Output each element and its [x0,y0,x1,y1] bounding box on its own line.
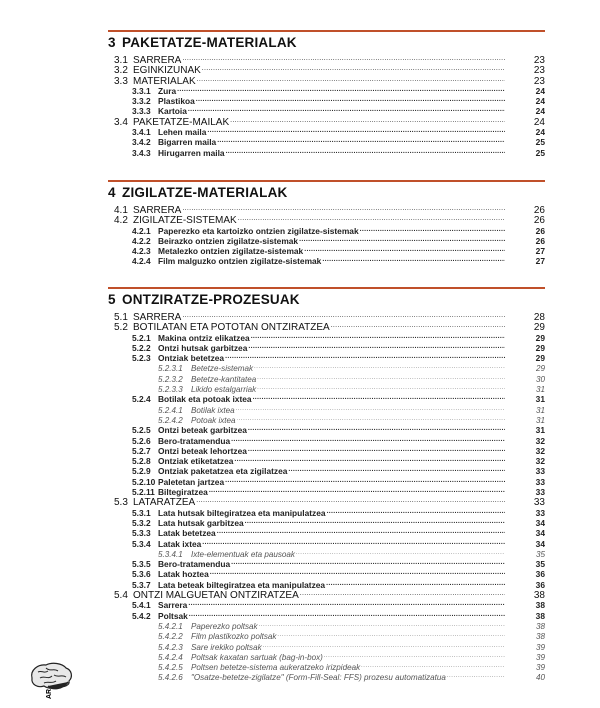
dot-leader [196,495,505,505]
toc-entry[interactable] [108,53,545,66]
toc-entry-title: Ontziak paketatzea eta zigilatzea [158,466,288,477]
toc-entry-number: 5.2.8 [132,456,151,467]
toc-entry-page: 38 [533,590,545,602]
dot-leader [300,588,505,598]
toc-entry-page: 33 [535,466,545,477]
toc-entry-page: 38 [535,632,545,642]
toc-entry[interactable] [108,104,545,117]
toc-entry-number: 5.4.2.1 [158,621,183,631]
toc-entry-page: 24 [535,96,545,107]
toc-entry[interactable] [108,516,545,526]
dot-leader [196,94,505,104]
toc-entry-title: Likido estalgarriak [191,385,257,395]
toc-entry-page: 36 [535,579,545,590]
toc-entry-page: 23 [533,75,545,87]
toc-entry[interactable] [108,310,545,323]
toc-entry-title: Poltsen betetze-sistema aukeratzeko irizpideak [191,663,361,673]
toc-entry-title: Sarrera [158,600,188,611]
toc-entry-title: Latak betetzea [158,528,216,539]
toc-entry[interactable] [108,619,545,629]
toc-entry[interactable] [108,670,545,683]
toc-entry-number: 5.4.2.2 [158,632,183,642]
toc-entry-number: 5.3.6 [132,569,151,580]
toc-entry-title: Latak hoztea [158,569,209,580]
toc-entry-page: 34 [535,517,545,528]
dot-leader [217,526,505,536]
toc-entry-page: 24 [533,116,545,128]
toc-entry-number: 5.2.3.1 [158,364,183,374]
toc-entry[interactable] [108,234,545,244]
toc-entry-number: 3.4.2 [132,137,151,148]
toc-entry-number: 5.2.4.2 [158,415,183,425]
chapter-title-text: ZIGILATZE-MATERIALAK [122,185,288,200]
toc-entry-number: 5.2.3.2 [158,374,183,384]
dot-leader [326,578,505,588]
toc-entry-number: 3.1 [114,55,128,66]
dot-leader [207,125,505,135]
toc-entry[interactable] [108,224,545,234]
toc-entry-page: 25 [535,137,545,148]
toc-entry-title: Paletetan jartzea [158,476,225,487]
toc-entry-number: 5.2.9 [132,466,151,477]
toc-entry-page: 28 [533,312,545,323]
toc-entry-page: 33 [533,497,545,509]
toc-entry-title: Kartoia [158,106,187,117]
toc-entry-number: 5.4.2.4 [158,652,183,662]
toc-entry-title: Sare irekiko poltsak [191,642,262,652]
dot-leader [447,670,505,680]
toc-entry-title: Ontzi beteak lehortzea [158,445,247,456]
chapter-divider [108,30,545,32]
toc-entry-number: 5.2.6 [132,435,151,446]
dot-leader [248,341,505,351]
toc-entry-title: Poltsak [158,610,188,621]
toc-entry-page: 31 [535,405,545,415]
toc-entry-page: 27 [535,246,545,257]
toc-entry-page: 29 [535,332,545,343]
toc-entry-title: Potoak ixtea [191,415,236,425]
toc-entry-number: 3.4 [114,116,128,128]
toc-entry-page: 35 [535,549,545,559]
toc-chapter-4 [108,180,545,265]
toc-entry[interactable] [108,660,545,673]
dot-leader [230,115,505,125]
toc-entry-page: 36 [535,569,545,580]
toc-entry[interactable] [108,84,545,94]
dot-leader [188,598,505,608]
toc-entry-title: Beirazko ontzien zigilatze-sistemak [158,235,299,246]
dot-leader [197,74,505,84]
toc-entry-page: 29 [533,322,545,334]
toc-entry[interactable] [108,557,545,570]
toc-entry-number: 5.3.2 [132,517,151,528]
dot-leader [177,84,505,94]
toc-entry-title: Bigarren maila [158,137,217,148]
toc-entry[interactable] [108,382,545,395]
toc-entry-number: 5.3.1 [132,507,151,518]
toc-entry-number: 4.2.2 [132,235,151,246]
toc-entry-title: Ixte-elementuak eta pausoak [191,549,295,559]
toc-entry-title: Lehen maila [158,127,207,138]
toc-entry[interactable] [108,403,545,413]
toc-entry-page: 39 [535,652,545,662]
dot-leader [225,475,505,485]
toc-entry-page: 26 [535,235,545,246]
toc-entry-number: 3.4.3 [132,147,151,158]
toc-entry-page: 31 [535,415,545,425]
toc-entry[interactable] [108,115,545,128]
toc-entry-page: 40 [535,673,545,683]
toc-entry[interactable] [108,485,545,498]
toc-entry-title: SARRERA [133,312,182,323]
toc-entry-title: LATARATZEA [133,497,196,509]
toc-entry[interactable] [108,567,545,580]
dot-leader [234,454,505,464]
toc-entry-page: 27 [535,256,545,267]
toc-entry-page: 34 [535,538,545,549]
dot-leader [299,234,505,244]
toc-entry[interactable] [108,547,545,557]
toc-entry-page: 38 [535,600,545,611]
dot-leader [182,310,505,320]
toc-entry[interactable] [108,598,545,611]
toc-entry-number: 5.4.1 [132,600,151,611]
dot-leader [257,372,505,382]
toc-entry-number: 5.2.2 [132,342,151,353]
dot-leader [188,104,505,114]
toc-entry-page: 32 [535,435,545,446]
toc-entry[interactable] [108,629,545,642]
toc-entry-title: Lata hutsak garbitzea [158,517,244,528]
toc-entry-title: ONTZI MALGUETAN ONTZIRATZEA [133,590,299,602]
toc-entry[interactable] [108,135,545,148]
toc-entry-title: "Osatze-betetze-zigilatze" (Form-Fill-Seal: FFS) prozesu automatizatua [191,673,446,683]
toc-entry-page: 24 [535,85,545,96]
dot-leader [304,244,505,254]
dot-leader [182,203,505,213]
toc-entry-title: Biltegiratzea [158,487,208,498]
toc-entry-page: 26 [533,215,545,227]
toc-entry-number: 5.3.4.1 [158,549,183,559]
toc-entry-title: Ontzi beteak garbitzea [158,425,247,436]
dot-leader [248,423,505,433]
toc-entry-number: 5.2.4 [132,394,151,405]
toc-entry[interactable] [108,588,545,602]
toc-entry[interactable] [108,203,545,216]
toc-entry-number: 3.3 [114,75,128,87]
toc-entry-title: Bero-tratamendua [158,559,231,570]
toc-entry-page: 26 [535,225,545,236]
toc-entry-number: 5.4.2.5 [158,663,183,673]
dot-leader [217,135,505,145]
toc-entry[interactable] [108,331,545,341]
dot-leader [182,53,505,63]
toc-entry-page: 26 [533,205,545,216]
toc-chapter-3 [108,30,545,156]
toc-entry-number: 5.4.2.3 [158,642,183,652]
toc-entry[interactable] [108,537,545,547]
toc-entry-number: 5.2.3.3 [158,385,183,395]
chapter-title[interactable] [108,185,545,201]
toc-entry-page: 31 [535,425,545,436]
toc-entry-title: Makina ontziz elikatzea [158,332,250,343]
toc-entry-page: 32 [535,445,545,456]
dot-leader [245,516,505,526]
toc-entry-page: 39 [535,642,545,652]
toc-entry[interactable] [108,423,545,436]
toc-entry-page: 33 [535,476,545,487]
toc-entry-number: 5.2.5 [132,425,151,436]
toc-entry-title: Plastikoa [158,96,195,107]
toc-entry-page: 25 [535,147,545,158]
dot-leader [209,485,505,495]
toc-entry-number: 5.1 [114,312,128,323]
toc-entry[interactable] [108,434,545,444]
dot-leader [226,146,505,156]
dot-leader [238,213,505,223]
toc-entry-title: Metalezko ontzien zigilatze-sistemak [158,246,304,257]
toc-entry-title: Paperezko poltsak [191,621,258,631]
toc-entry-number: 5.2.4.1 [158,405,183,415]
toc-entry-title: EGINKIZUNAK [133,65,201,77]
toc-entry-page: 29 [535,353,545,364]
dot-leader [231,557,505,567]
dot-leader [263,640,505,650]
toc-entry[interactable] [108,254,545,267]
dot-leader [296,547,505,557]
toc-entry-number: 5.4 [114,590,128,602]
dot-leader [259,619,505,629]
dot-leader [237,413,505,423]
toc-entry-number: 5.3.3 [132,528,151,539]
toc-entry-page: 24 [535,106,545,117]
dot-leader [251,331,505,341]
toc-entry-title: Betetze-sistemak [191,364,254,374]
toc-entry[interactable] [108,213,545,227]
dot-leader [331,320,505,330]
toc-entry[interactable] [108,526,545,539]
footer-logo [26,660,76,703]
toc-entry-number: 5.4.2.6 [158,673,183,683]
logo-text: AR [46,688,53,699]
toc-entry-title: SARRERA [133,205,182,216]
dot-leader [288,464,505,474]
toc-entry-page: 35 [535,559,545,570]
toc-entry-title: Ontziak betetzea [158,353,225,364]
toc-entry-number: 5.4.2 [132,610,151,621]
chapter-number: 4 [108,185,116,200]
toc-entry-title: MATERIALAK [133,75,196,87]
toc-entry-title: Latak ixtea [158,538,202,549]
dot-leader [322,254,505,264]
toc-entry[interactable] [108,94,545,107]
toc-entry[interactable] [108,609,545,619]
chapter-number: 3 [108,35,116,50]
toc-entry[interactable] [108,63,545,77]
toc-entry-page: 31 [535,394,545,405]
toc-entry[interactable] [108,372,545,382]
toc-entry[interactable] [108,464,545,477]
toc-entry-title: Botilak eta potoak ixtea [158,394,252,405]
toc-entry-number: 3.4.1 [132,127,151,138]
chapter-title-text: PAKETATZE-MATERIALAK [122,35,297,50]
toc-entry[interactable] [108,341,545,351]
toc-entry-number: 5.2.1 [132,332,151,343]
toc-entry-title: Film plastikozko poltsak [191,632,277,642]
toc-entry-page: 31 [535,385,545,395]
toc-entry-number: 5.3.5 [132,559,151,570]
dot-leader [225,351,505,361]
toc-entry-number: 4.1 [114,205,128,216]
toc-entry[interactable] [108,413,545,423]
toc-entry-number: 3.3.2 [132,96,151,107]
toc-entry[interactable] [108,444,545,454]
dot-leader [248,444,505,454]
toc-entry-title: Betetze-kantitatea [191,374,257,384]
toc-entry-number: 5.3 [114,497,128,509]
toc-entry-page: 39 [535,663,545,673]
toc-entry[interactable] [108,146,545,156]
toc-entry-number: 3.3.3 [132,106,151,117]
dot-leader [361,660,505,670]
toc-entry-title: Paperezko eta kartoizko ontzien zigilatze-sistemak [158,225,359,236]
toc-entry-number: 5.2.11 [132,487,155,498]
dot-leader [254,361,505,371]
toc-entry-title: Lata beteak biltegiratzea eta manipulatzea [158,579,326,590]
toc-entry-number: 4.2 [114,215,128,227]
toc-entry-number: 4.2.4 [132,256,151,267]
dot-leader [236,403,505,413]
chapter-title-text: ONTZIRATZE-PROZESUAK [122,292,300,307]
toc-entry-page: 38 [535,610,545,621]
toc-entry[interactable] [108,578,545,588]
toc-entry-title: Zura [158,85,177,96]
toc-entry-page: 33 [535,507,545,518]
dot-leader [253,392,505,402]
toc-entry-page: 24 [535,127,545,138]
toc-entry[interactable] [108,506,545,516]
toc-entry[interactable] [108,351,545,364]
toc-entry-number: 4.2.3 [132,246,151,257]
dot-leader [231,434,505,444]
toc-entry-title: SARRERA [133,55,182,66]
toc-entry-page: 33 [535,487,545,498]
dot-leader [189,609,505,619]
chapter-number: 5 [108,292,116,307]
dot-leader [327,506,505,516]
toc-entry[interactable] [108,244,545,257]
toc-entry[interactable] [108,320,545,334]
toc-entry[interactable] [108,454,545,467]
toc-entry-page: 29 [535,342,545,353]
dot-leader [202,537,505,547]
toc-entry-number: 3.3.1 [132,85,151,96]
toc-entry-title: Hirugarren maila [158,147,225,158]
toc-entry[interactable] [108,650,545,660]
toc-entry[interactable] [108,74,545,87]
toc-entry-title: Lata hutsak biltegiratzea eta manipulatzea [158,507,326,518]
toc-entry-page: 29 [535,364,545,374]
toc-entry-title: Botilak ixtea [191,405,235,415]
toc-entry-page: 32 [535,456,545,467]
dot-leader [277,629,505,639]
toc-entry-page: 30 [535,374,545,384]
brain-icon [26,660,76,703]
toc-entry[interactable] [108,640,545,650]
dot-leader [324,650,505,660]
toc-entry-number: 5.2.10 [132,476,156,487]
chapter-title[interactable] [108,35,545,51]
toc-entry-page: 23 [533,65,545,77]
toc-entry-page: 23 [533,55,545,66]
dot-leader [202,63,505,73]
toc-entry-title: Poltsak kaxatan sartuak (bag-in-box) [191,652,323,662]
toc-entry-title: Bero-tratamendua [158,435,231,446]
toc-entry[interactable] [108,495,545,509]
toc-entry-number: 5.2.7 [132,445,151,456]
toc-entry[interactable] [108,125,545,138]
chapter-divider [108,180,545,182]
toc-entry-number: 4.2.1 [132,225,151,236]
toc-chapter-5 [108,287,545,681]
dot-leader [210,567,505,577]
toc-entry-page: 34 [535,528,545,539]
toc-entry-title: PAKETATZE-MAILAK [133,116,230,128]
chapter-divider [108,287,545,289]
toc-entry-title: ZIGILATZE-SISTEMAK [133,215,237,227]
toc-entry-title: BOTILATAN ETA POTOTAN ONTZIRATZEA [133,322,330,334]
toc-entry[interactable] [108,475,545,485]
toc-entry-number: 3.2 [114,65,128,77]
toc-entry[interactable] [108,361,545,374]
toc-entry-title: Film malguzko ontzien zigilatze-sistemak [158,256,322,267]
toc-entry-page: 38 [535,621,545,631]
toc-entry-title: Ontzi hutsak garbitzea [158,342,248,353]
toc-entry-number: 5.3.7 [132,579,151,590]
toc-entry-number: 5.3.4 [132,538,151,549]
dot-leader [360,224,505,234]
dot-leader [257,382,505,392]
toc-entry-number: 5.2 [114,322,128,334]
toc-entry-title: Ontziak etiketatzea [158,456,234,467]
toc-entry-number: 5.2.3 [132,353,151,364]
toc-entry[interactable] [108,392,545,405]
chapter-title[interactable] [108,292,545,308]
